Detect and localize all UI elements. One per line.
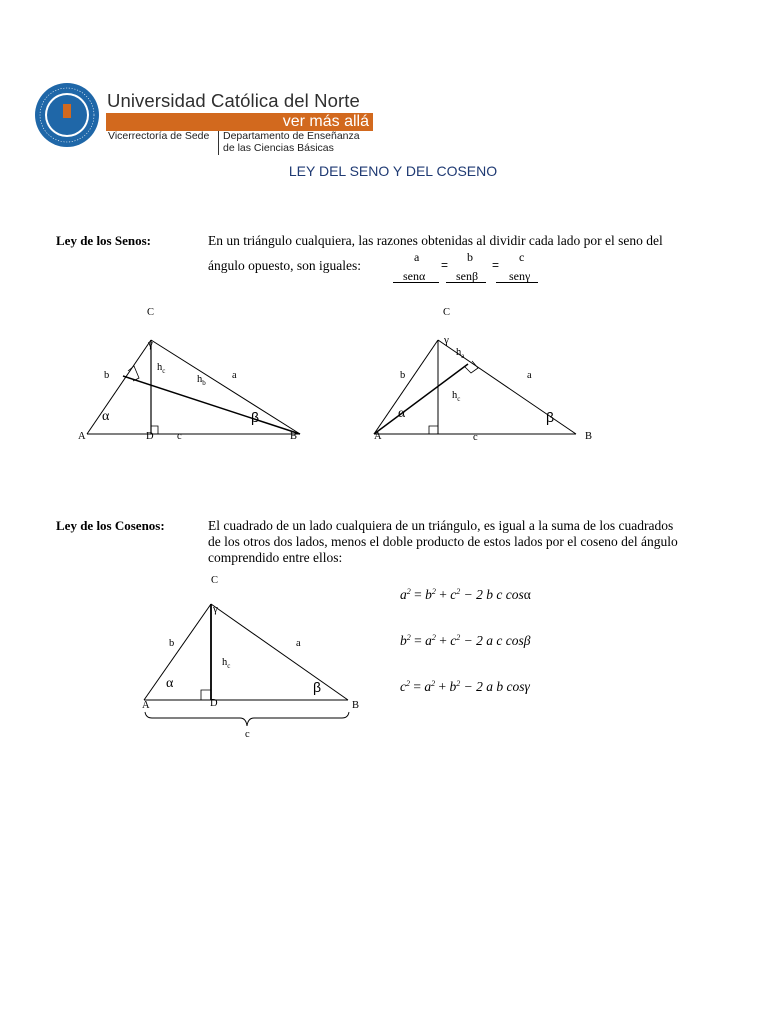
department-line1: Departamento de Enseñanza	[223, 130, 360, 142]
formula-num-c: c	[519, 250, 525, 264]
fig3-side-c: c	[245, 729, 250, 740]
fig3-vertex-D: D	[210, 698, 218, 709]
formula-den-a: senα	[403, 269, 426, 283]
fig1-height-hb: $h_b$	[197, 374, 206, 388]
fig1-side-c: c	[177, 431, 182, 442]
fig3-vertex-A: A	[142, 700, 150, 711]
fig1-vertex-D: D	[146, 431, 154, 442]
fig1-side-a: a	[232, 370, 237, 381]
cosenos-text-line3: comprendido entre ellos:	[208, 550, 343, 565]
fig2-side-a: a	[527, 370, 532, 381]
fig1-gamma: γ	[148, 338, 153, 350]
senos-label: Ley de los Senos:	[56, 233, 151, 248]
fig2-height-hc: $h_c$	[452, 390, 461, 404]
fig1-beta: β	[251, 409, 260, 425]
senos-text-line1: En un triángulo cualquiera, las razones obtenidas al dividir cada lado por el seno del	[208, 233, 663, 248]
fig1-side-b: b	[104, 370, 110, 381]
tagline: ver más allá	[282, 113, 369, 130]
cosenos-text-line1: El cuadrado de un lado cualquiera de un triángulo, es igual a la suma de los cuadrados	[208, 518, 674, 533]
vicerrectoria-label: Vicerrectoría de Sede	[108, 130, 210, 142]
formula-num-b: b	[467, 250, 473, 264]
fig2-side-c: c	[473, 432, 478, 443]
university-name: Universidad Católica del Norte	[107, 90, 360, 111]
equals-sign-2: =	[492, 258, 500, 272]
fig3-height-hc: $h_c$	[222, 657, 231, 671]
senos-text-line2: ángulo opuesto, son iguales:	[208, 258, 361, 273]
equals-sign-1: =	[441, 258, 449, 272]
fig3-vertex-C: C	[211, 575, 219, 586]
formula-num-a: a	[414, 250, 420, 264]
cosine-law-equation-c: $c^2 = a^2 + b^2 - 2$ a b cosγ	[400, 679, 530, 694]
fig2-height-ha: $h_a$	[456, 347, 465, 361]
fig2-beta: β	[546, 409, 555, 425]
fig3-side-b: b	[169, 638, 175, 649]
department-line2: de las Ciencias Básicas	[223, 142, 334, 154]
fig3-vertex-B: B	[352, 700, 360, 711]
fig2-side-b: b	[400, 370, 406, 381]
fig3-side-a: a	[296, 638, 301, 649]
fig2-vertex-B: B	[585, 431, 593, 442]
document-title: LEY DEL SENO Y DEL COSENO	[288, 163, 498, 179]
formula-den-b: senβ	[456, 269, 479, 283]
fig3-gamma: γ	[213, 603, 218, 615]
cosenos-text-line2: de los otros dos lados, menos el doble producto de estos lados por el coseno del ángulo	[208, 534, 678, 549]
fig2-vertex-C: C	[443, 307, 451, 318]
cosine-law-equation-a: $a^2 = b^2 + c^2 - 2$ b c cosα	[400, 587, 531, 602]
cosine-law-equation-b: $b^2 = a^2 + c^2 - 2$ a c cosβ	[400, 633, 531, 648]
fig1-vertex-C: C	[147, 307, 155, 318]
fig3-alpha: α	[166, 676, 174, 691]
fig2-alpha: α	[398, 406, 406, 421]
cosenos-label: Ley de los Cosenos:	[56, 518, 165, 533]
fig1-vertex-B: B	[290, 431, 298, 442]
fig1-height-hc: $h_c$	[157, 362, 166, 376]
fig1-vertex-A: A	[78, 431, 86, 442]
fig2-vertex-A: A	[374, 431, 382, 442]
fig3-beta: β	[313, 679, 322, 695]
formula-den-c: senγ	[509, 269, 531, 283]
fig1-alpha: α	[102, 409, 110, 424]
fig2-gamma: γ	[444, 334, 449, 346]
